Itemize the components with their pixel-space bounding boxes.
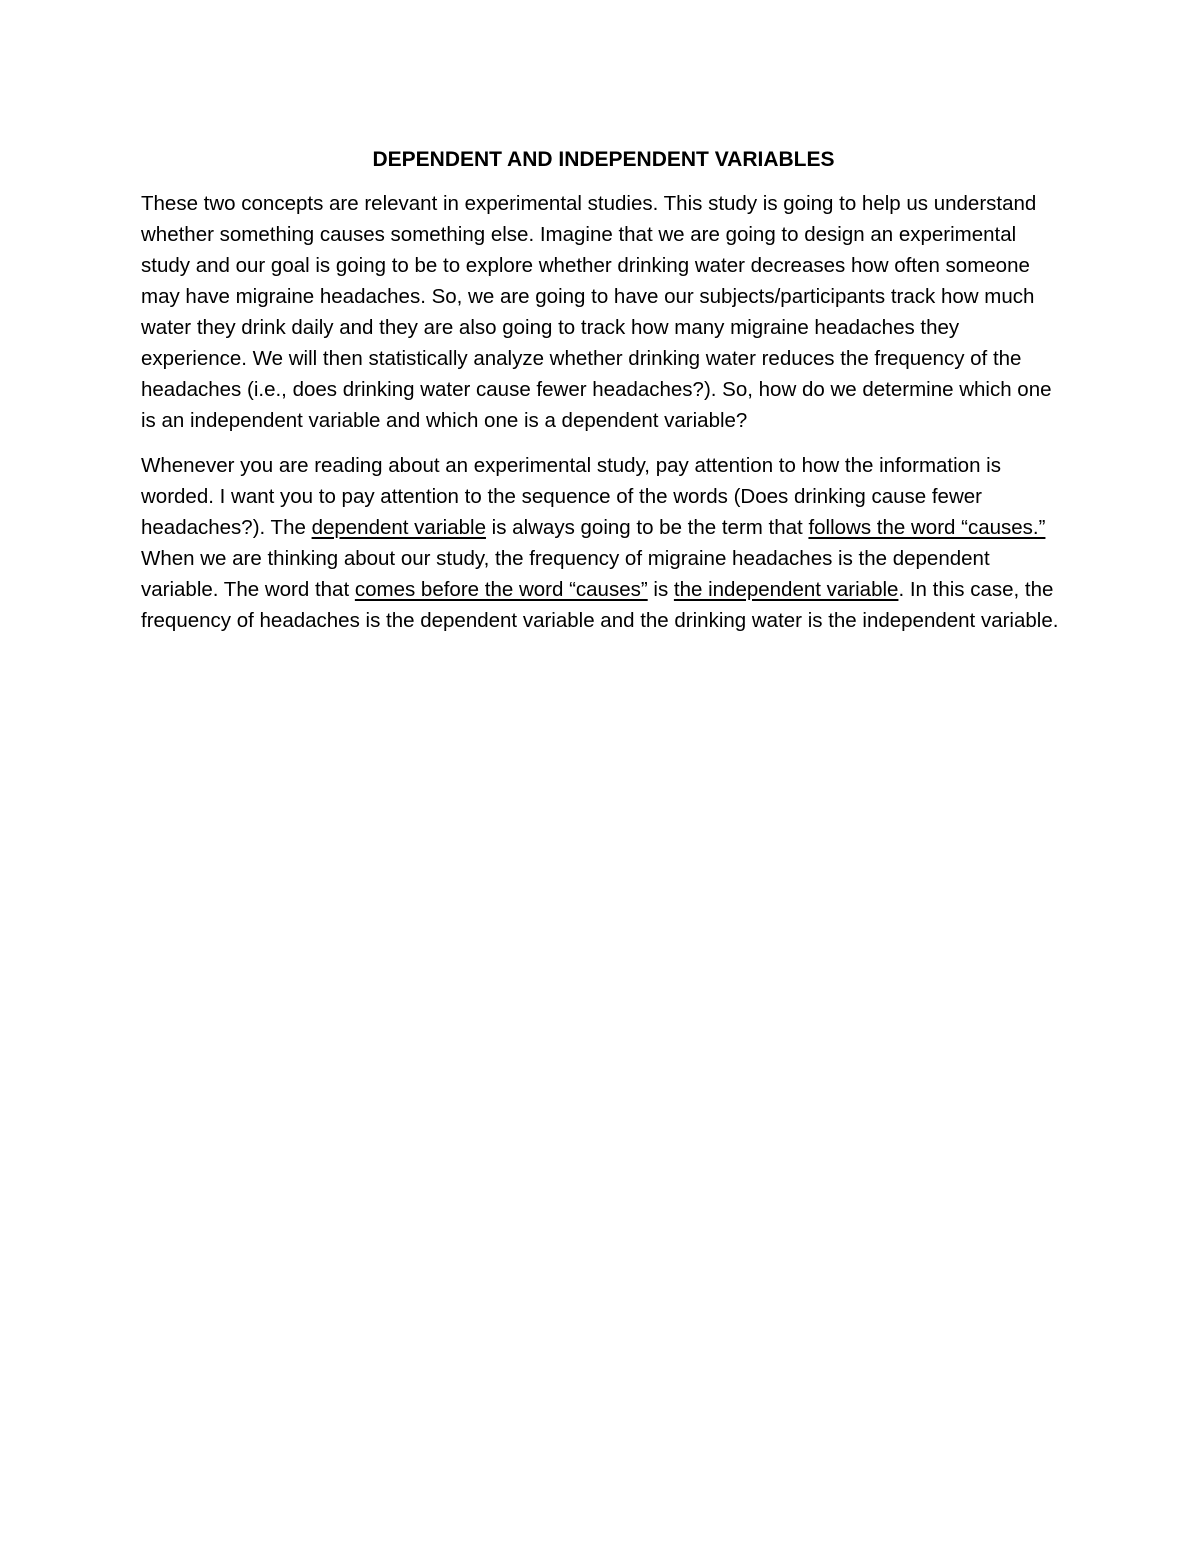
text-segment: is: [647, 578, 674, 601]
text-segment: Whenever you are reading about an experimental study, pay attention to how the information is worded. I want you to pay attention to the sequence of the words (Does drinking cause fewer headaches?). The: [141, 454, 1001, 539]
document-title: DEPENDENT AND INDEPENDENT VARIABLES: [372, 148, 835, 171]
underlined-term-dependent-variable: dependent variable: [311, 516, 486, 539]
paragraph-explanation: [141, 450, 1066, 636]
paragraph-intro: These two concepts are relevant in experimental studies. This study is going to help us understand whether something causes something else. Imagine that we are going to design an experimental study and our goal is going to be to explore whether drinking water decreases how often someone may have migraine headaches. So, we are going to have our subjects/participants track how much water they drink daily and they are also going to track how many migraine headaches they experience. We will then statistically analyze whether drinking water reduces the frequency of the headaches (i.e., does drinking water cause fewer headaches?). So, how do we determine which one is an independent variable and which one is a dependent variable?: [141, 192, 1052, 432]
text-segment: . In this case, the frequency of headaches is the dependent variable and the drinking water is the independent variable.: [141, 578, 1059, 632]
underlined-phrase-comes-before-causes: comes before the word “causes”: [354, 578, 648, 601]
underlined-term-independent-variable: the independent variable: [673, 578, 899, 601]
underlined-phrase-follows-causes: follows the word “causes.”: [808, 516, 1046, 539]
text-segment: When we are thinking about our study, the frequency of migraine headaches is the dependent variable. The word that: [141, 547, 990, 601]
document-body: [141, 146, 1066, 650]
text-segment: is always going to be the term that: [485, 516, 809, 539]
